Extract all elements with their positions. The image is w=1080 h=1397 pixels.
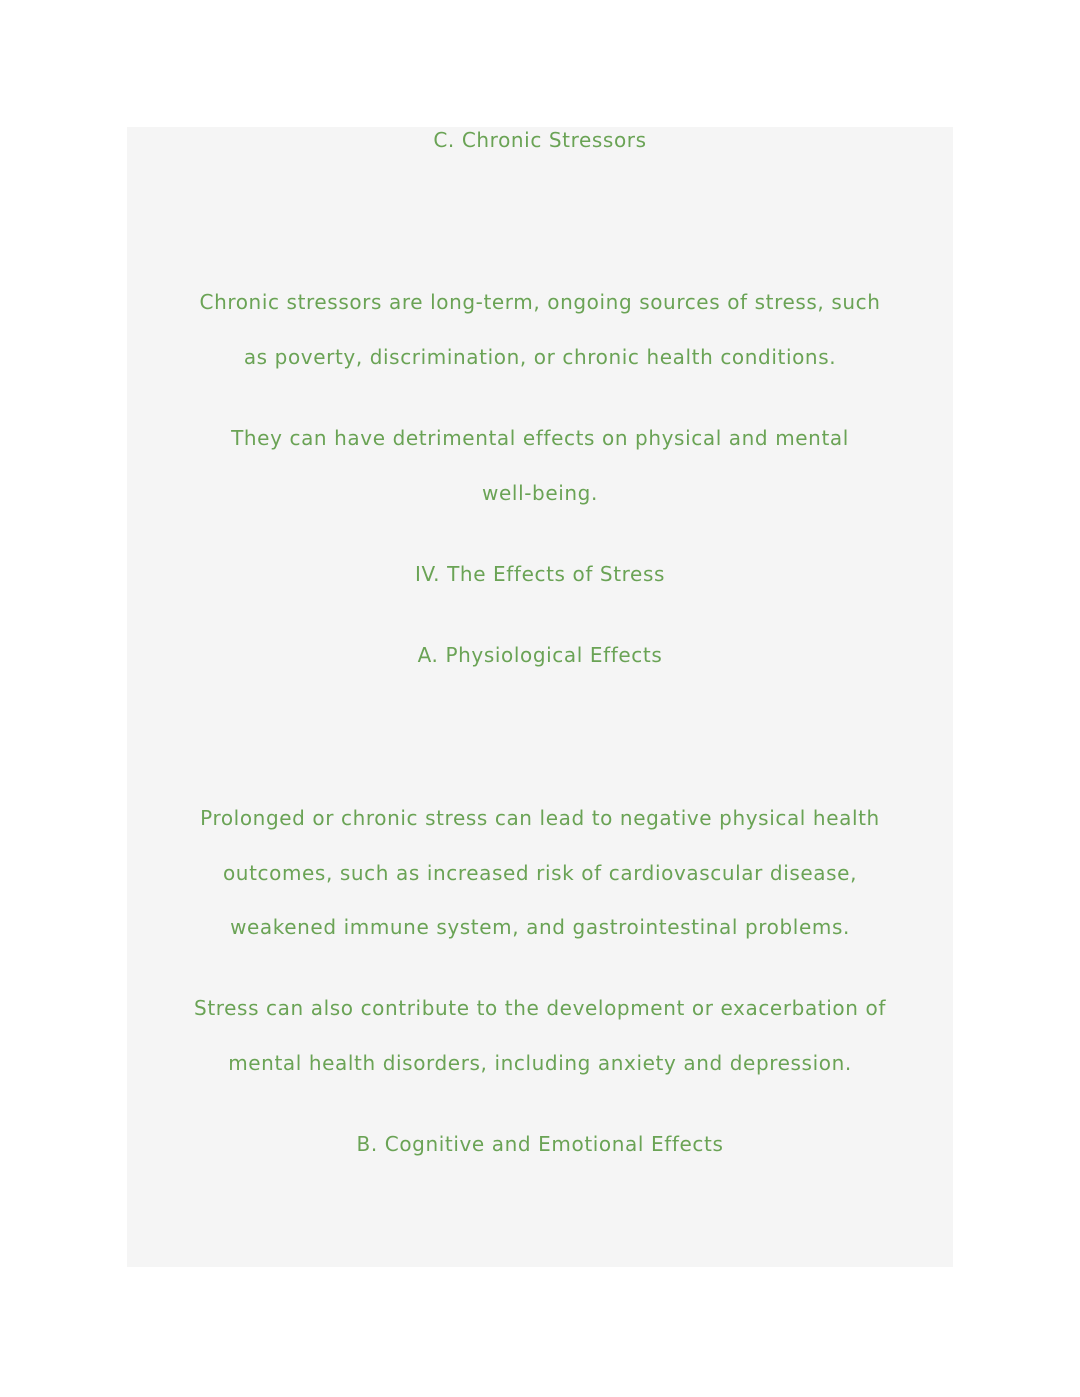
- paragraph-chronic-stressors-line-2: as poverty, discrimination, or chronic health conditions.: [243, 345, 837, 369]
- paragraph-detrimental-effects-line-2: well-being.: [482, 481, 598, 505]
- section-heading-cognitive-emotional-effects: B. Cognitive and Emotional Effects: [356, 1132, 724, 1156]
- paragraph-detrimental-effects-line-1: They can have detrimental effects on physical and mental: [231, 426, 849, 450]
- paragraph-physical-health-line-2: outcomes, such as increased risk of cardiovascular disease,: [222, 861, 858, 885]
- paragraph-chronic-stressors-line-1: Chronic stressors are long-term, ongoing sources of stress, such: [199, 290, 881, 314]
- section-heading-physiological-effects: A. Physiological Effects: [417, 643, 663, 667]
- paragraph-mental-health-line-2: mental health disorders, including anxiety and depression.: [228, 1051, 852, 1075]
- paragraph-physical-health-line-3: weakened immune system, and gastrointestinal problems.: [230, 915, 850, 939]
- paragraph-mental-health-line-1: Stress can also contribute to the development or exacerbation of: [194, 996, 886, 1020]
- paragraph-physical-health-line-1: Prolonged or chronic stress can lead to negative physical health: [200, 806, 880, 830]
- section-heading-effects-of-stress: IV. The Effects of Stress: [414, 562, 665, 586]
- document-page: [127, 127, 953, 1267]
- section-heading-chronic-stressors: C. Chronic Stressors: [433, 128, 647, 152]
